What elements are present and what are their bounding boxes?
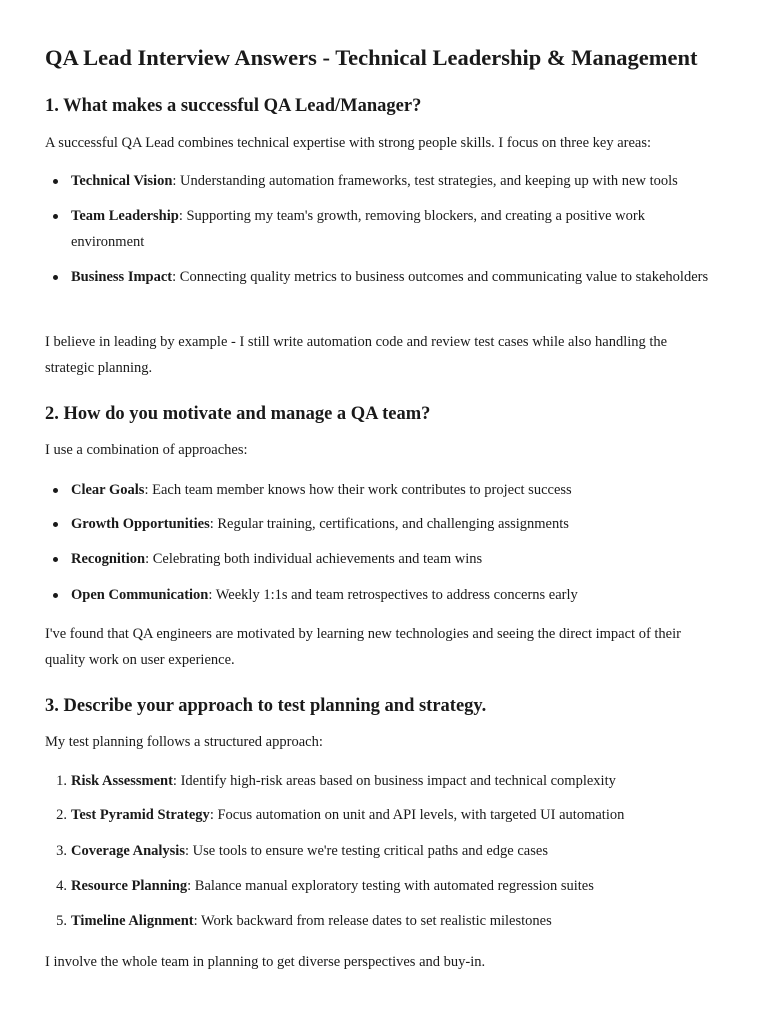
item-term: Open Communication	[71, 587, 209, 603]
item-number: 3.	[56, 843, 67, 859]
section-3-intro: My test planning follows a structured approach:	[45, 734, 323, 750]
item-term: Timeline Alignment	[71, 913, 194, 929]
list-item	[71, 547, 711, 573]
bullet-icon	[53, 557, 58, 562]
bullet-icon	[53, 179, 58, 184]
list-item	[71, 265, 711, 291]
item-term: Recognition	[71, 551, 146, 567]
item-text: : Supporting my team's growth, removing blockers, and creating a positive work environment	[71, 208, 645, 250]
item-term: Risk Assessment	[71, 773, 173, 789]
section-2-heading: 2. How do you motivate and manage a QA team?	[45, 404, 431, 424]
item-number: 1.	[56, 773, 67, 789]
bullet-icon	[53, 214, 58, 219]
item-text: : Connecting quality metrics to business outcomes and communicating value to stakeholders	[172, 269, 709, 285]
list-item	[56, 839, 711, 865]
page-title: QA Lead Interview Answers - Technical Leadership & Management	[45, 45, 698, 70]
item-text: : Understanding automation frameworks, test strategies, and keeping up with new tools	[172, 173, 678, 189]
list-item	[56, 803, 711, 829]
item-number: 5.	[56, 913, 67, 929]
item-text: : Use tools to ensure we're testing critical paths and edge cases	[184, 843, 548, 859]
item-number: 2.	[56, 807, 67, 823]
section-1-intro: A successful QA Lead combines technical expertise with strong people skills. I focus on three key areas:	[45, 135, 652, 151]
item-term: Team Leadership	[71, 208, 179, 224]
item-text: : Each team member knows how their work contributes to project success	[144, 482, 572, 498]
item-text: : Celebrating both individual achievements and team wins	[145, 551, 483, 567]
section-3-closing: I involve the whole team in planning to get diverse perspectives and buy-in.	[45, 954, 486, 970]
item-text: : Weekly 1:1s and team retrospectives to address concerns early	[208, 587, 578, 603]
bullet-icon	[53, 593, 58, 598]
item-text: : Identify high-risk areas based on business impact and technical complexity	[172, 773, 616, 789]
item-term: Technical Vision	[71, 173, 173, 189]
bullet-icon	[53, 522, 58, 527]
item-number: 4.	[56, 878, 67, 894]
list-item	[56, 909, 711, 935]
section-2-intro: I use a combination of approaches:	[45, 442, 248, 458]
list-item	[71, 169, 711, 195]
bullet-icon	[53, 488, 58, 493]
item-text: : Focus automation on unit and API levels, with targeted UI automation	[209, 807, 625, 823]
item-term: Business Impact	[71, 269, 173, 285]
bullet-icon	[53, 275, 58, 280]
list-item	[71, 583, 711, 609]
item-term: Test Pyramid Strategy	[71, 807, 210, 823]
list-item	[71, 512, 711, 538]
item-text: : Work backward from release dates to set realistic milestones	[193, 913, 552, 929]
list-item	[56, 769, 711, 795]
section-2-closing: I've found that QA engineers are motivated by learning new technologies and seeing the direct impact of their quality work on user experience.	[45, 626, 681, 668]
section-1-heading: 1. What makes a successful QA Lead/Manager?	[45, 96, 422, 116]
item-term: Growth Opportunities	[71, 516, 210, 532]
list-item	[71, 478, 711, 504]
item-text: : Regular training, certifications, and challenging assignments	[209, 516, 569, 532]
item-term: Resource Planning	[71, 878, 188, 894]
item-term: Clear Goals	[71, 482, 145, 498]
item-text: : Balance manual exploratory testing with automated regression suites	[187, 878, 594, 894]
section-3-heading: 3. Describe your approach to test planning and strategy.	[45, 696, 487, 716]
list-item	[71, 204, 711, 255]
item-term: Coverage Analysis	[71, 843, 185, 859]
list-item	[56, 874, 711, 900]
section-1-closing: I believe in leading by example - I still write automation code and review test cases while also handling the strategic planning.	[45, 334, 668, 376]
